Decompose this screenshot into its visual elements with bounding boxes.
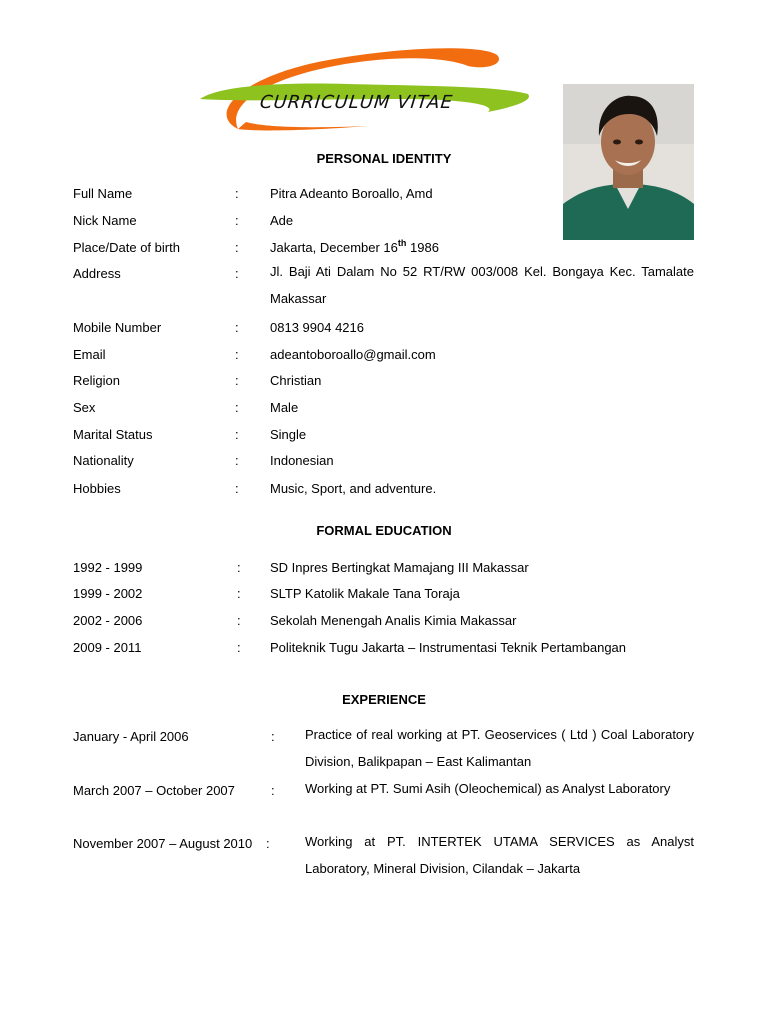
education-school: SLTP Katolik Makale Tana Toraja xyxy=(270,586,460,601)
separator: : xyxy=(271,783,275,798)
education-school: Politeknik Tugu Jakarta – Instrumentasi Teknik Pertambangan xyxy=(270,640,627,655)
separator: : xyxy=(235,373,239,388)
experience-period: January - April 2006 xyxy=(73,729,189,744)
value-email: adeantoboroallo@gmail.com xyxy=(270,347,436,362)
label-nick-name: Nick Name xyxy=(73,213,137,228)
education-period: 1992 - 1999 xyxy=(73,560,143,575)
label-hobbies: Hobbies xyxy=(73,481,121,496)
section-title-personal-identity: PERSONAL IDENTITY xyxy=(316,151,452,166)
birth-ordinal: th xyxy=(397,238,407,248)
value-address: Jl. Baji Ati Dalam No 52 RT/RW 003/008 Kel. Bongaya Kec. Tamalate Makassar xyxy=(270,264,694,306)
cv-title: CURRICULUM VITAE xyxy=(258,92,455,113)
label-birth: Place/Date of birth xyxy=(73,240,180,255)
education-school: Sekolah Menengah Analis Kimia Makassar xyxy=(270,613,517,628)
value-marital-status: Single xyxy=(270,427,307,442)
value-full-name: Pitra Adeanto Boroallo, Amd xyxy=(270,186,433,201)
orange-swoosh-tail xyxy=(238,122,368,130)
separator: : xyxy=(235,266,239,281)
separator: : xyxy=(237,586,241,601)
separator: : xyxy=(235,320,239,335)
education-school: SD Inpres Bertingkat Mamajang III Makassar xyxy=(270,560,529,575)
experience-description: Working at PT. Sumi Asih (Oleochemical) as Analyst Laboratory xyxy=(305,781,671,796)
label-religion: Religion xyxy=(73,373,120,388)
cv-logo-swoosh xyxy=(198,44,538,134)
separator: : xyxy=(237,560,241,575)
separator: : xyxy=(271,729,275,744)
birth-year: 1986 xyxy=(406,240,439,255)
label-full-name: Full Name xyxy=(73,186,133,201)
education-period: 2009 - 2011 xyxy=(73,640,142,655)
label-mobile: Mobile Number xyxy=(73,320,162,335)
value-sex: Male xyxy=(270,400,299,415)
separator: : xyxy=(237,640,241,655)
value-nationality: Indonesian xyxy=(270,453,334,468)
separator: : xyxy=(235,240,239,255)
value-hobbies: Music, Sport, and adventure. xyxy=(270,481,437,496)
separator: : xyxy=(235,427,239,442)
experience-period: March 2007 – October 2007 xyxy=(73,783,235,798)
separator: : xyxy=(235,347,239,362)
label-email: Email xyxy=(73,347,106,362)
separator: : xyxy=(266,836,270,851)
section-title-experience: EXPERIENCE xyxy=(342,692,426,707)
experience-description: Working at PT. INTERTEK UTAMA SERVICES as Analyst Laboratory, Mineral Division, Cilandak – Jakarta xyxy=(305,834,694,876)
label-address: Address xyxy=(73,266,121,281)
education-period: 2002 - 2006 xyxy=(73,613,143,628)
experience-period: November 2007 – August 2010 xyxy=(73,836,253,851)
value-nick-name: Ade xyxy=(270,213,294,228)
birth-date: Jakarta, December 16 xyxy=(270,240,398,255)
separator: : xyxy=(235,213,239,228)
value-birth xyxy=(270,240,439,255)
separator: : xyxy=(235,453,239,468)
section-title-formal-education: FORMAL EDUCATION xyxy=(316,523,452,538)
label-marital-status: Marital Status xyxy=(73,427,153,442)
experience-description: Practice of real working at PT. Geoservices ( Ltd ) Coal Laboratory Division, Balikpapan – East Kalimantan xyxy=(305,727,694,769)
label-nationality: Nationality xyxy=(73,453,134,468)
separator: : xyxy=(237,613,241,628)
education-period: 1999 - 2002 xyxy=(73,586,143,601)
separator: : xyxy=(235,400,239,415)
value-religion: Christian xyxy=(270,373,322,388)
separator: : xyxy=(235,481,239,496)
separator: : xyxy=(235,186,239,201)
label-sex: Sex xyxy=(73,400,96,415)
value-mobile: 0813 9904 4216 xyxy=(270,320,364,335)
